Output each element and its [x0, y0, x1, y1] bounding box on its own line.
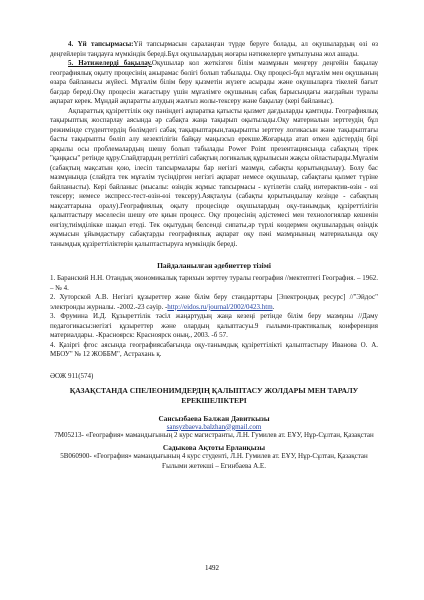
reference-text: 2. Хуторской А.В. Негізгі құзыреттер және білім беру стандарттары [Электрондық ресурс] //"Эйдос" электронды журналы. -2002.-23 сәуір. -	[50, 293, 378, 311]
author-affiliation: 5В060900- «География» мамандығының 4 курс студенті, Л.Н. Гумилев ат. ЕҰУ, Нұр-Сұлтан, Қазақстан	[60, 452, 368, 460]
author-name: Садыкова Ақтоты Ерланқызы	[162, 443, 266, 452]
author-email	[50, 423, 378, 431]
udk-code: ӘОЖ 911(574)	[50, 371, 94, 380]
reference-text: .	[272, 302, 275, 311]
author-email-link[interactable]: sansyzbaeva.balzhan@gmail.com	[166, 422, 262, 431]
paragraph-results-control	[50, 59, 378, 107]
reference-item: 3. Фрумина И.Д. Құзыреттілік тәсіл жаңартудың жаңа кезеңі ретінде білім беру мазмұны //Даму педагогикасы:негізгі құзыреттер және олардың қалыптасуы.9 ғылыми-практикалық конференция материалдары. -Красноярск: Красноярск оның., 2003. -б 57.	[50, 312, 378, 339]
reference-link[interactable]: http://eidos.ru/journal/2002/0423.htm	[167, 302, 273, 311]
paragraph-text: Оқушылар кол жеткізген білім мазмұнын меңгеру деңгейін бақылау географиялық оқыту процесінің ажырамас бөлігі болып табылады. Оқу процесі-бұл мұғалім мен оқушының өзара байланысы жүйесі. Мұғалім білім беру қызметін жүзеге асырады және оқушыларға тікелей бағыт бағдар береді.Оқу процесін жағастыру үшін мұғалімге оқушының сабақ барысындағы жағдайын туралы ақпарат керек. Мұндай ақпаратты алудың жалғыз жолы-тексеру және бақылау (кері байланыс).	[50, 59, 378, 105]
article-title: ҚАЗАҚСТАНДА СПЕЛЕОНИМДЕРДІҢ ҚАЛЫПТАСУ ЖОЛДАРЫ МЕН ТАРАЛУ ЕРЕКШЕЛІКТЕРІ	[69, 385, 359, 405]
paragraph-homework	[50, 40, 378, 59]
references-title: Пайдаланылған әдебиеттер тізімі	[157, 261, 271, 270]
paragraph-lead: 5. Нәтижелерді бақылау.	[68, 59, 152, 67]
reference-item: 4. Қазіргі фгос аясында географиясабағында оқу-танымдық құзіреттілікті қалыптастыру Иванова О. А. МБОУ" № 12 ЖОББМ", Астрахань қ.	[50, 340, 378, 358]
paragraph-text: Үй тапсырмасын саралаңған түрде беруге болады, ал оқушылардың өзі өз деңгейлерін таңдауға мүмкіндік береді.Бұл оқушылардың жоғары нәтижелерге ұмтылуына жол ашады.	[50, 40, 378, 58]
reference-item: 1. Баранский Н.Н. Отандық экономикалық тарихын зерттеу туралы география //мектептегі География. – 1962. – № 4.	[50, 274, 378, 292]
page-number: 1492	[205, 564, 219, 572]
supervisor: Ғылыми жетекші – Егинбаева А.Е.	[162, 461, 266, 470]
paragraph-information-competence: Ақпараттық құзіреттілік оқу пәніндегі ақпаратка қатысты қызмет дағдыларды қамтиды. Географиялық тақырыптық жоспарлау аясында әр сабақта жаңа тақырып оқытылады.Оқу материалын зерттеудің бұл режимінде студенттердің бөлімдегі сабақ тақырыптарын,тақырыпты зерттеу логикасын және тақырыптағы басты тақырыпты бөліп алу кезектілігін байқау маңызсыз ерекше.Жоғарыда атап өткен әдістердің бірі арқылы осы проблемалардың шешу болып табылады Power Point презентациясында сабақтың тірек "қаңқасы" ретінде құру.Слайдтардың реттілігі сабақтың логикалық құрылысын жақсы ойластырады.Мұғалім (сабақтың мақсатын қою, ілесіп тапсырмалары бар негізгі мазмұн, сабақты қорытындылау). Болу бас мазмұнында (слайдта тек мұғалім түсіндірген негізгі ақпарат немесе оқушылар, сабақтағы қызмет түріне байланысты). Кері байланыс (мысалы: өзіндік жұмыс тапсырмасы - күтілетін слайд интерактив-өзін - өзі тексеру; немесе экспресс-тест-өзін-өзі тексеру).Аяқталуы (сабақты қорытындылау кезінде - сабақтың мақсаттарына оралу).Географиялық оқыту процесінде оқушылардың оқу-танымдық құзіреттілігін қалыптастыру мәселесін шешу өте қиын процесс. Оқу процесінің әдістемесі мен технологиялар кешенін енгізу,тиімділікке шақыл етеді. Тек оқытудың белсенді сипаты,әр түрлі көздермен оқушылардың өзіндік жұмысын ұйымдастыру сабақтарды географиялық ақпарат оқу пәні мазмұнының материалында оқу танымдық құзіреттіліктерін қалыптастыруға мүмкіндік береді.	[50, 106, 378, 248]
author-name: Сансызбаева Балжан Дәвиткызы	[158, 413, 270, 423]
reference-item	[50, 293, 378, 312]
paragraph-lead: 4. Үй тапсырмасы:	[68, 40, 134, 48]
author-affiliation: 7М05213- «География» мамандығының 2 курс магистранты, Л.Н. Гумилев ат. ЕҰУ, Нұр-Сұлтан, Қазақстан	[54, 430, 374, 439]
